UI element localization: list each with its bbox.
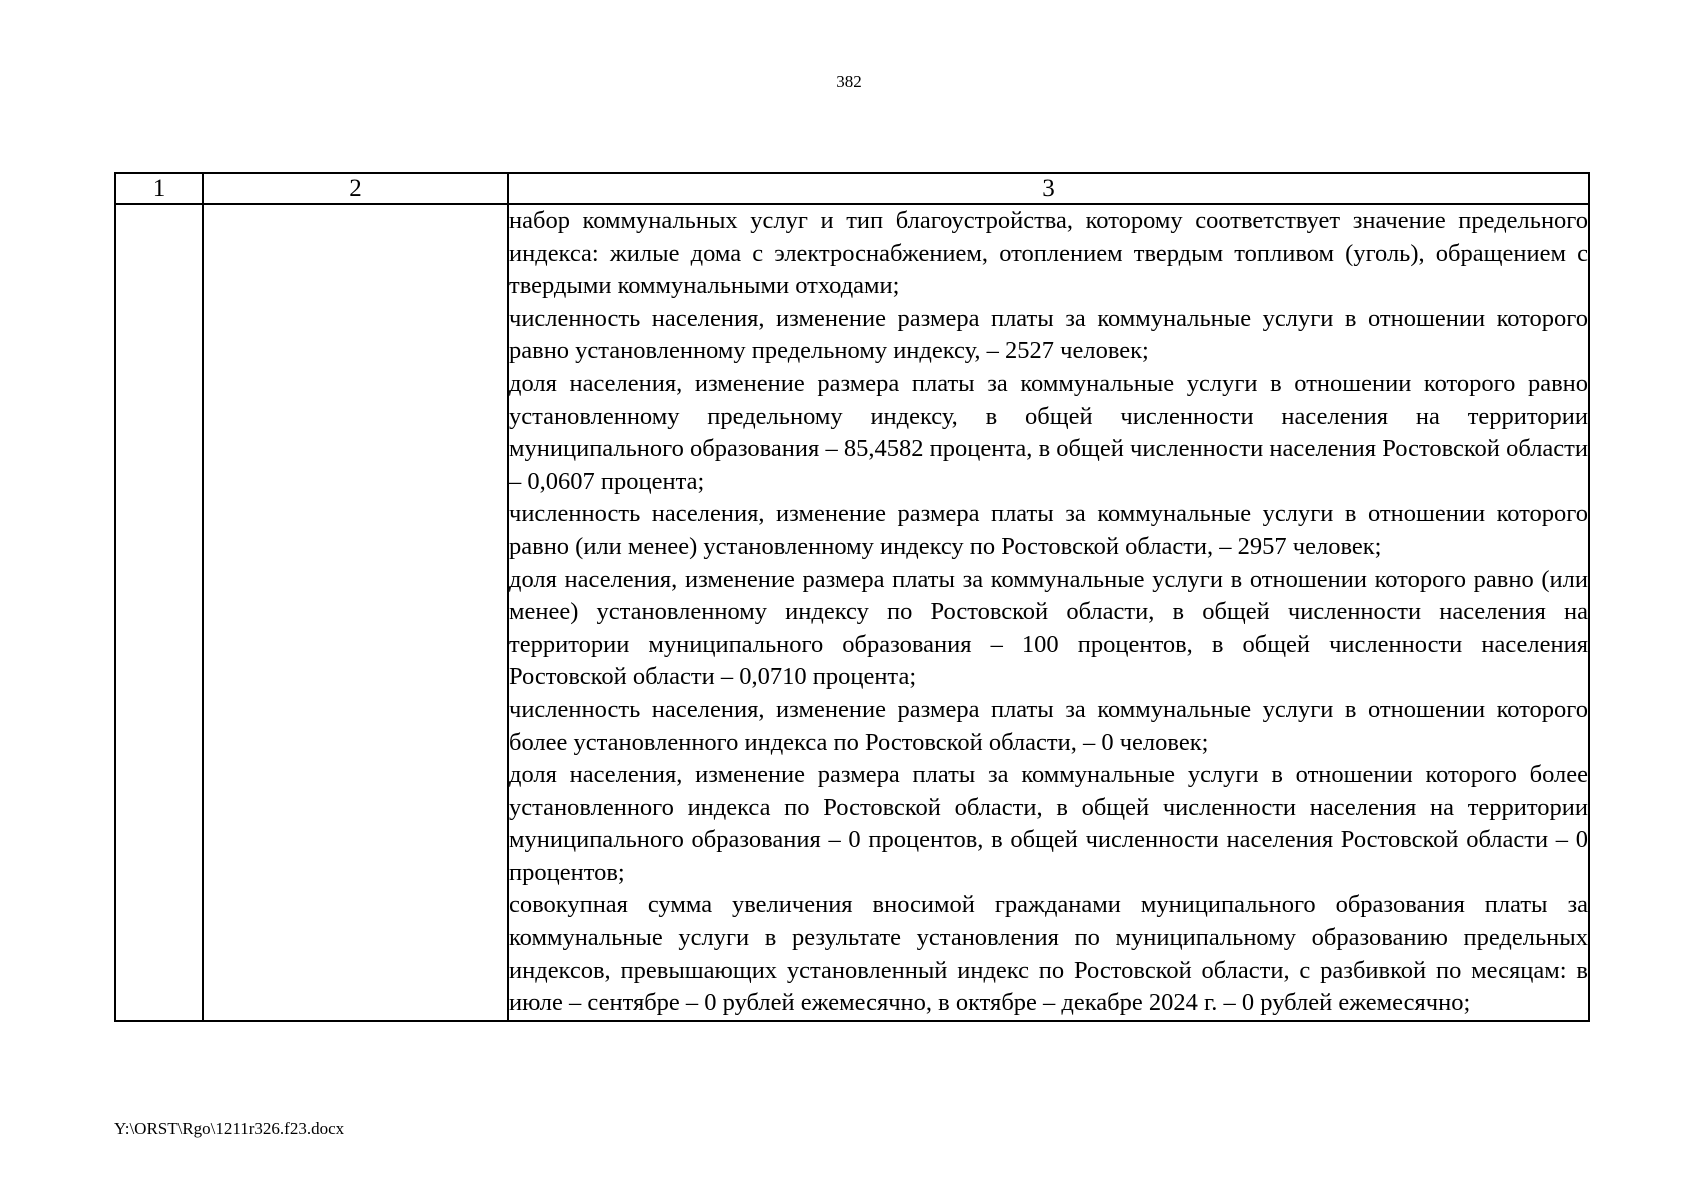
paragraph-population-above: численность населения, изменение размера платы за коммунальные услуги в отношении которого более установленного индекса по Ростовской области, – 0 человек; — [509, 695, 1588, 756]
paragraph-population-equal-or-less: численность населения, изменение размера платы за коммунальные услуги в отношении которого равно (или менее) установленному индексу по Ростовской области, – 2957 человек; — [509, 500, 1588, 560]
paragraph-population-equal-limit: численность населения, изменение размера платы за коммунальные услуги в отношении которого равно установленному предельному индексу, – 2527 человек; — [509, 304, 1588, 365]
page-number: 382 — [836, 72, 862, 91]
table-row — [115, 204, 1589, 1021]
column-header-2: 2 — [203, 173, 508, 204]
paragraph-share-above: доля населения, изменение размера платы за коммунальные услуги в отношении которого более установленного индекса по Ростовской области, в общей численности населения на территории муниципального образования – 0 процентов, в общей численности населения Ростовской области – 0 процентов; — [509, 761, 1588, 886]
column-header-1: 1 — [115, 173, 203, 204]
paragraph-share-equal-limit: доля населения, изменение размера платы за коммунальные услуги в отношении которого равно установленному предельному индексу, в общей численности населения на территории муниципального образования – 85,4582 процента, в общей численности населения Ростовской области – 0,0607 процента; — [509, 369, 1588, 495]
paragraph-total-increase: совокупная сумма увеличения вносимой гражданами муниципального образования платы за коммунальные услуги в результате установления по муниципальному образованию предельных индексов, превышающих установленный индекс по Ростовской области, с разбивкой по месяцам: в июле – сентябре – 0 рублей ежемесячно, в октябре – декабре 2024 г. – 0 рублей ежемесячно; — [509, 891, 1588, 1017]
table-header-row — [115, 173, 1589, 204]
column-header-3: 3 — [508, 173, 1589, 204]
file-path-footer: Y:\ORST\Rgo\1211r326.f23.docx — [114, 1119, 345, 1138]
table-cell-col2 — [203, 204, 508, 1021]
paragraph-share-equal-or-less: доля населения, изменение размера платы за коммунальные услуги в отношении которого равно (или менее) установленному индексу по Ростовской области, в общей численности населения на территории муниципального образования – 100 процентов, в общей численности населения Ростовской области – 0,0710 процента; — [509, 565, 1588, 691]
document-table — [114, 172, 1590, 1022]
table-cell-col1 — [115, 204, 203, 1021]
table-cell-col3 — [508, 204, 1589, 1021]
paragraph-utilities-set: набор коммунальных услуг и тип благоустройства, которому соответствует значение предельного индекса: жилые дома с электроснабжением, отоплением твердым топливом (уголь), обращением с твердыми коммунальными отходами; — [509, 207, 1588, 300]
